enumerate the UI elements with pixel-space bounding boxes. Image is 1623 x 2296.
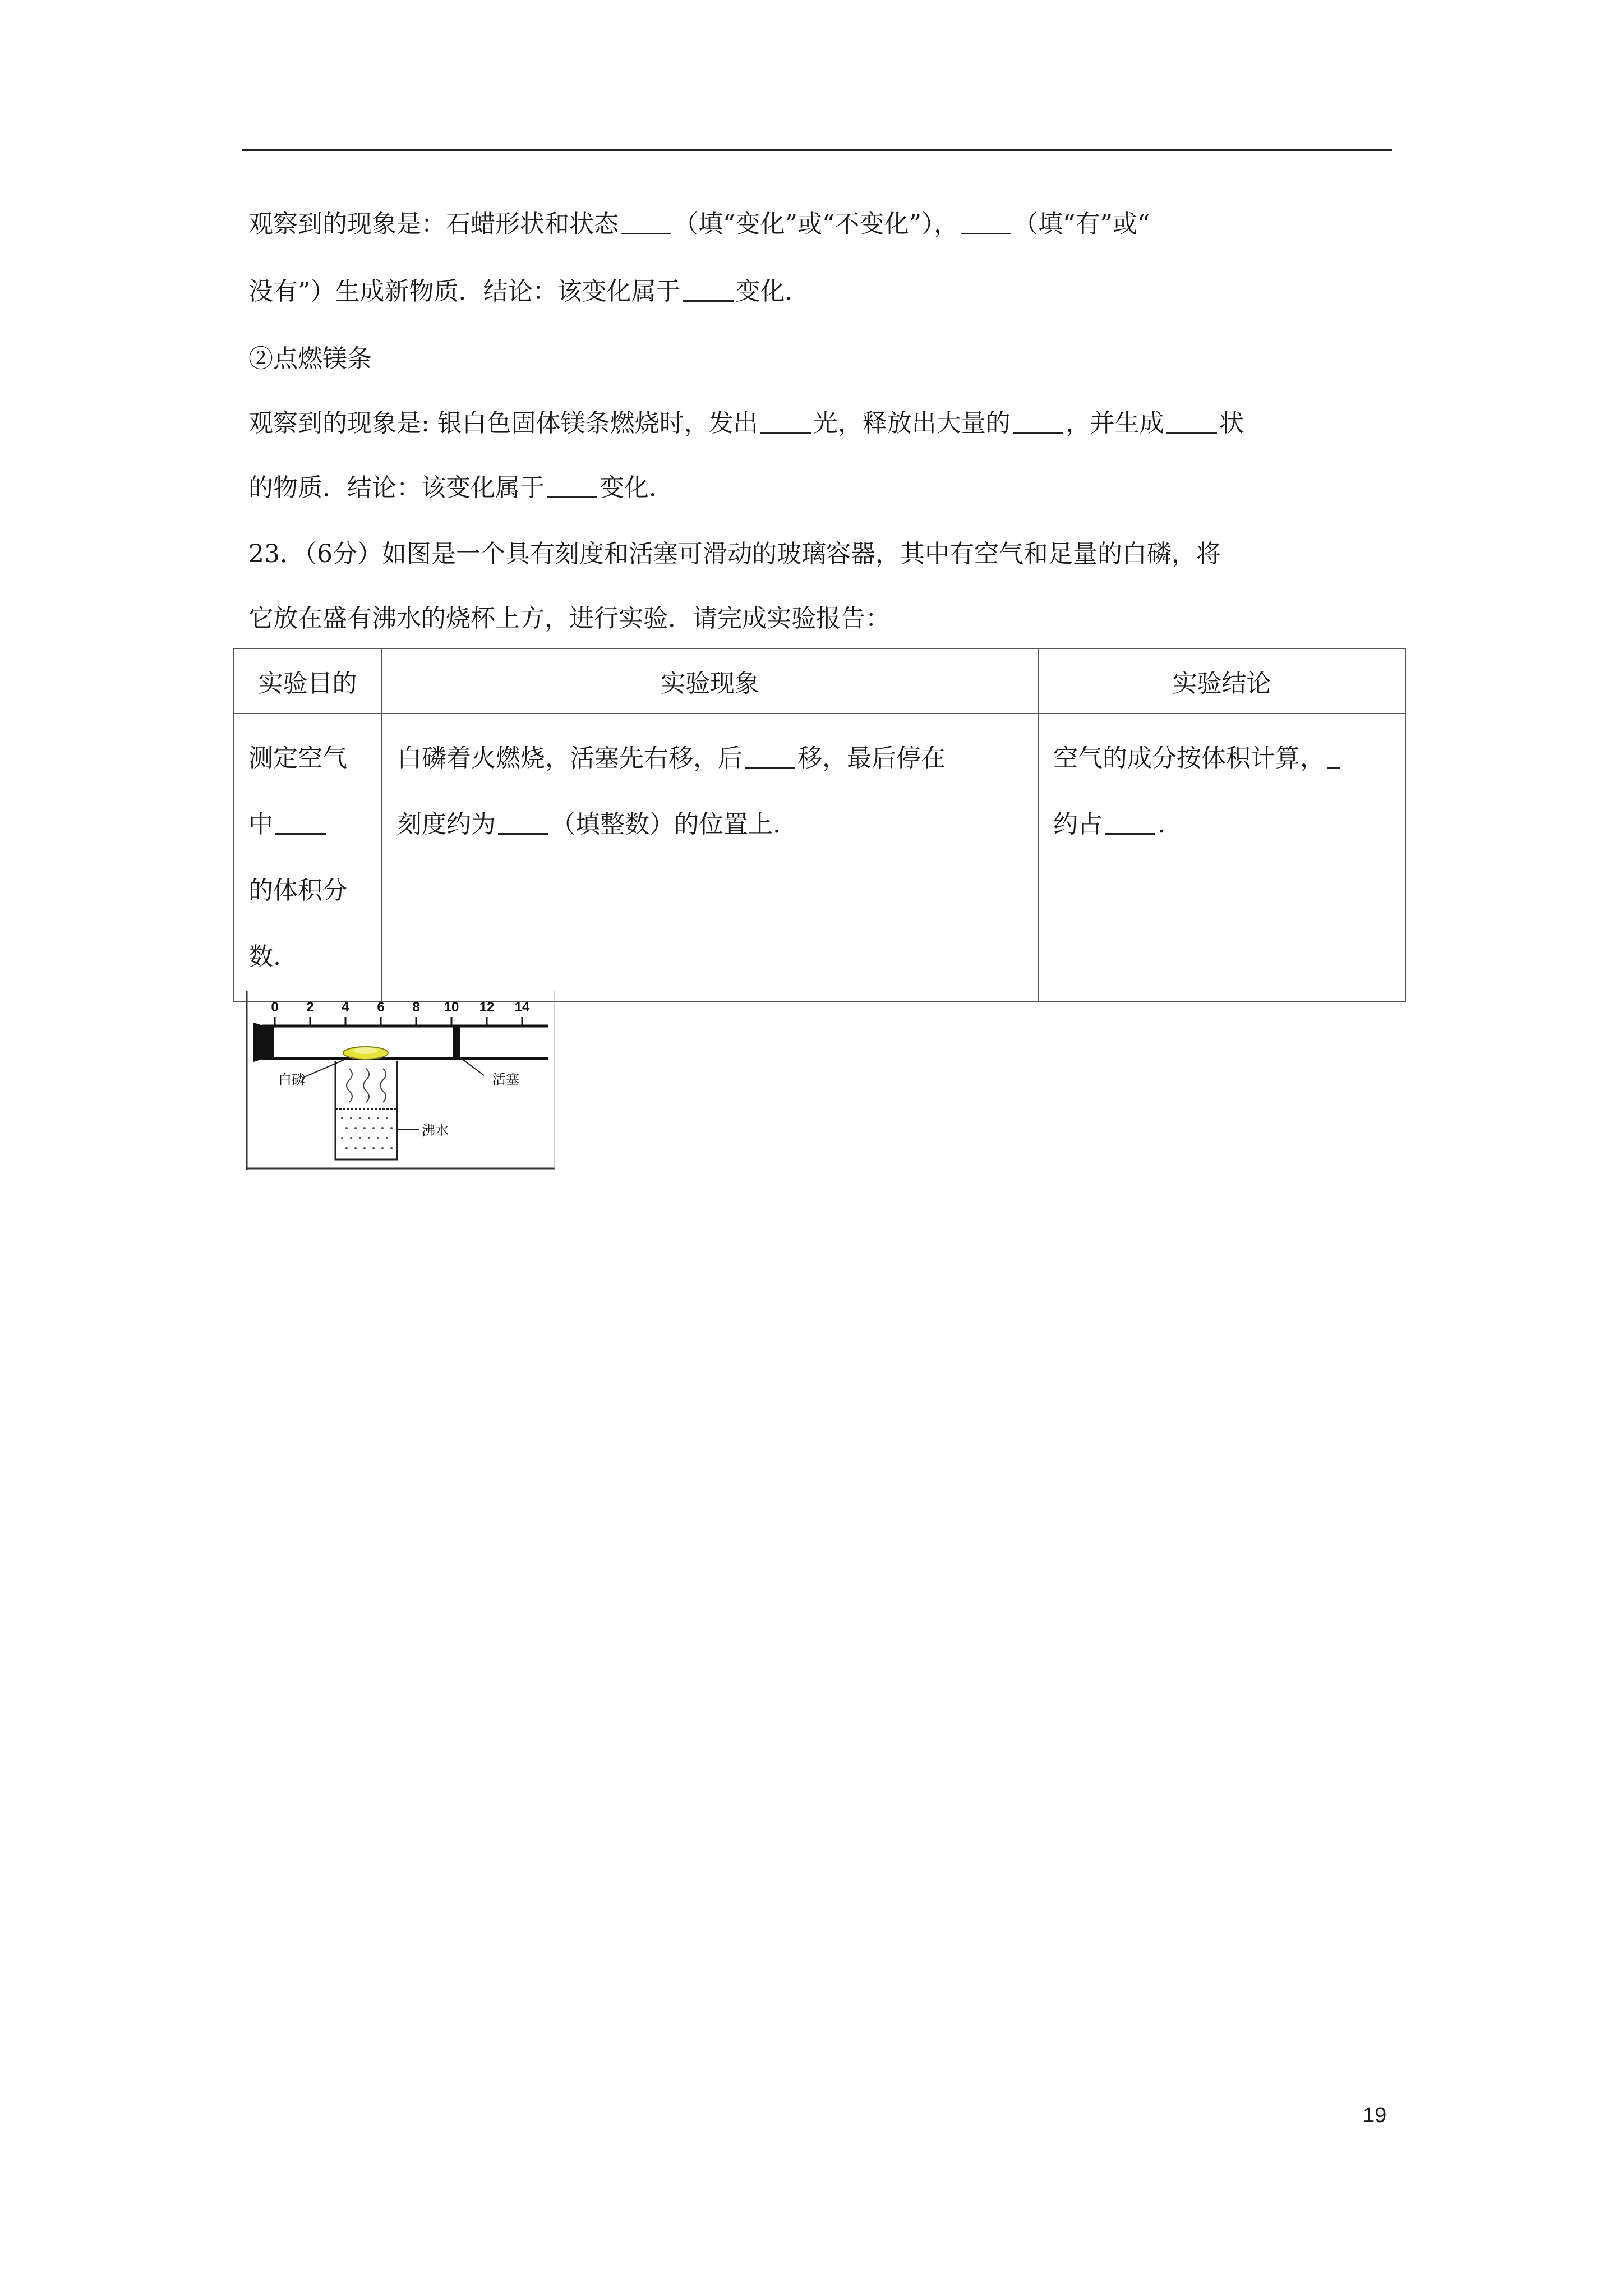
header-rule xyxy=(242,149,1392,151)
experiment-report-table xyxy=(233,648,1406,1002)
left-stopper xyxy=(253,1023,265,1062)
header-purpose: 实验目的 xyxy=(233,648,382,714)
cell-text-line xyxy=(397,792,1023,858)
text-segment: 观察到的现象是：石蜡形状和状态 xyxy=(248,210,619,238)
beaker xyxy=(335,1061,397,1159)
page-number: 19 xyxy=(1363,2104,1387,2127)
scale-label: 4 xyxy=(342,1000,349,1015)
phosphorus-leader-line xyxy=(302,1060,344,1078)
scale-label: 10 xyxy=(444,1000,459,1015)
text-segment: （填“有”或“ xyxy=(1013,210,1150,238)
cell-text-line: 测定空气 xyxy=(248,744,347,772)
header-conclusion: 实验结论 xyxy=(1038,648,1405,714)
text-segment: 变化． xyxy=(735,277,810,306)
cell-text-line xyxy=(248,792,367,858)
text-segment: 空气的成分按体积计算， xyxy=(1053,744,1325,772)
answer-blank xyxy=(760,407,811,434)
answer-blank xyxy=(683,275,734,302)
answer-blank xyxy=(1327,742,1340,769)
text-segment: ，并生成 xyxy=(1065,409,1164,438)
table-row xyxy=(233,714,1405,1002)
apparatus-diagram xyxy=(246,991,555,1170)
answer-blank xyxy=(498,808,548,835)
label-piston: 活塞 xyxy=(492,1071,519,1087)
text-segment: 白磷着火燃烧，活塞先右移，后 xyxy=(397,744,743,772)
steam-lines xyxy=(347,1069,386,1102)
piston xyxy=(453,1026,460,1059)
text-segment: 约占 xyxy=(1053,810,1103,839)
text-segment: 变化． xyxy=(600,473,674,502)
scale-label: 0 xyxy=(271,1000,279,1015)
question-23-line-2: 它放在盛有沸水的烧杯上方，进行实验．请完成实验报告： xyxy=(248,604,890,633)
text-segment: （填“变化”或“不变化”）， xyxy=(674,210,958,238)
left-stopper-plug xyxy=(265,1025,274,1060)
water-dots xyxy=(341,1117,393,1149)
label-water: 沸水 xyxy=(422,1122,449,1138)
text-segment: 光，释放出大量的 xyxy=(813,409,1011,438)
answer-blank xyxy=(1166,407,1217,434)
answer-blank xyxy=(275,808,326,835)
text-segment: 刻度约为 xyxy=(397,810,496,839)
question-23-line-1: 23．（6分）如图是一个具有刻度和活塞可滑动的玻璃容器，其中有空气和足量的白磷，将 xyxy=(248,540,1221,568)
answer-blank xyxy=(1105,808,1155,835)
cell-text-line: 数. xyxy=(248,942,281,971)
scale-label: 6 xyxy=(377,1000,385,1015)
cell-text-line xyxy=(1053,792,1390,858)
answer-blank xyxy=(621,208,671,234)
text-segment: 的物质．结论：该变化属于 xyxy=(248,473,545,502)
text-segment: 状 xyxy=(1219,409,1244,438)
cell-conclusion xyxy=(1038,714,1405,1002)
cell-text-line: 的体积分 xyxy=(248,876,347,905)
text-segment: （填整数）的位置上. xyxy=(551,810,781,839)
scale-label: 12 xyxy=(479,1000,495,1015)
text-line-2 xyxy=(248,275,810,309)
text-line-1 xyxy=(248,208,1150,241)
text-line-4 xyxy=(248,407,1244,440)
answer-blank xyxy=(961,208,1011,234)
cell-text-line xyxy=(397,725,1023,792)
text-segment: . xyxy=(1158,810,1165,839)
table-header-row xyxy=(233,648,1405,714)
text-line-3: ②点燃镁条 xyxy=(248,344,372,373)
answer-blank xyxy=(745,742,795,769)
cell-text-line xyxy=(1053,725,1390,792)
piston-leader-line xyxy=(460,1057,484,1075)
text-segment: 没有”）生成新物质．结论：该变化属于 xyxy=(248,277,681,306)
text-segment: 观察到的现象是: 银白色固体镁条燃烧时，发出 xyxy=(248,409,758,438)
scale-label: 2 xyxy=(306,1000,314,1015)
cell-phenomenon xyxy=(382,714,1038,1002)
label-phosphorus: 白磷 xyxy=(278,1072,305,1088)
answer-blank xyxy=(547,472,597,498)
scale-label: 14 xyxy=(514,1000,530,1015)
phosphorus-highlight xyxy=(353,1047,378,1054)
answer-blank xyxy=(1013,407,1063,434)
cell-purpose xyxy=(233,714,382,1002)
text-segment: 中 xyxy=(248,810,273,839)
scale-label: 8 xyxy=(412,1000,420,1015)
text-line-5 xyxy=(248,471,674,505)
text-segment: 移，最后停在 xyxy=(797,744,946,772)
header-phenomenon: 实验现象 xyxy=(382,648,1038,714)
